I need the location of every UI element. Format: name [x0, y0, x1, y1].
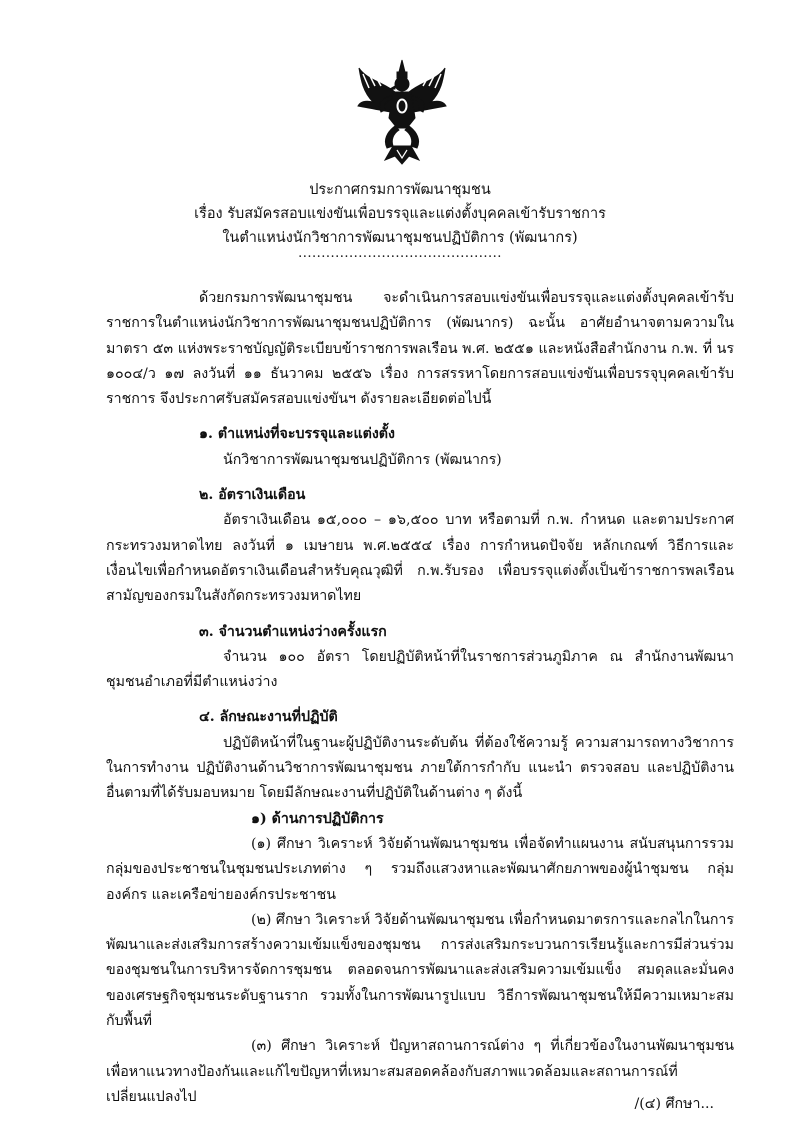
section-4-subtitle: ๑) ด้านการปฏิบัติการ	[251, 810, 384, 827]
list-item: (๑) ศึกษา วิเคราะห์ วิจัยด้านพัฒนาชุมชน เพื่อจัดทำแผนงาน สนับสนุนการรวมกลุ่มของประชาชนในชุมชนประเภทต่าง ๆ รวมถึงแสวงหาและพัฒนาศักยภาพของผู้นำชุมชน กลุ่ม องค์กร และเครือข่ายองค์กรประชาชน	[106, 835, 734, 903]
section-1-body: นักวิชาการพัฒนาชุมชนปฏิบัติการ (พัฒนากร)	[223, 451, 502, 468]
section-4-body: ปฏิบัติหน้าที่ในฐานะผู้ปฏิบัติงานระดับต้น ที่ต้องใช้ความรู้ ความสามารถทางวิชาการในการทำงาน ปฏิบัติงานด้านวิชาการพัฒนาชุมชน ภายใต้การกำกับ แนะนำ ตรวจสอบ และปฏิบัติงานอื่นตามที่ได้รับมอบหมาย โดยมีลักษณะงานที่ปฏิบัติในด้านต่าง ๆ ดังนี้	[106, 734, 734, 802]
list-item: (๒) ศึกษา วิเคราะห์ วิจัยด้านพัฒนาชุมชน เพื่อกำหนดมาตรการและกลไกในการพัฒนาและส่งเสริมการสร้างความเข้มแข็งของชุมชน การส่งเสริมกระบวนการเรียนรู้และการมีส่วนร่วมของชุมชนในการบริหารจัดการชุมชน ตลอดจนการพัฒนาและส่งเสริมความเข้มแข็ง สมดุลและมั่นคงของเศรษฐกิจชุมชนระดับฐานราก รวมทั้งในการพัฒนารูปแบบ วิธีการพัฒนาชุมชนให้มีความเหมาะสมกับพื้นที่	[106, 911, 734, 1030]
header-position: ในตำแหน่งนักวิชาการพัฒนาชุมชนปฏิบัติการ (พัฒนากร)	[222, 230, 578, 246]
section-3-body: จำนวน ๑๐๐ อัตรา โดยปฏิบัติหน้าที่ในราชการส่วนภูมิภาค ณ สำนักงานพัฒนาชุมชนอำเภอที่มีตำแหน่งว่าง	[106, 648, 734, 691]
section-2-title: ๒. อัตราเงินเดือน	[199, 487, 306, 504]
announcement-header	[0, 178, 800, 250]
list-item: (๓) ศึกษา วิเคราะห์ ปัญหาสถานการณ์ต่าง ๆ ที่เกี่ยวข้องในงานพัฒนาชุมชน เพื่อหาแนวทางป้องกันและแก้ไขปัญหาที่เหมาะสมสอดคล้องกับสภาพแวดล้อมและสถานการณ์ที่เปลี่ยนแปลงไป	[106, 1038, 734, 1105]
header-divider: ............................................	[298, 246, 502, 261]
page-continuation: /(๔) ศึกษา...	[634, 1096, 714, 1112]
intro-paragraph: ด้วยกรมการพัฒนาชุมชน จะดำเนินการสอบแข่งขันเพื่อบรรจุและแต่งตั้งบุคคลเข้ารับราชการในตำแหน่งนักวิชาการพัฒนาชุมชนปฏิบัติการ (พัฒนากร) ฉะนั้น อาศัยอำนาจตามความในมาตรา ๕๓ แห่งพระราชบัญญัติระเบียบข้าราชการพลเรือน พ.ศ. ๒๕๕๑ และหนังสือสำนักงาน ก.พ. ที่ นร ๑๐๐๔/ว ๑๗ ลงวันที่ ๑๑ ธันวาคม ๒๕๕๖ เรื่อง การสรรหาโดยการสอบแข่งขันเพื่อบรรจุบุคคลเข้ารับราชการ จึงประกาศรับสมัครสอบแข่งขันฯ ดังรายละเอียดต่อไปนี้	[106, 290, 734, 408]
section-4-title: ๔. ลักษณะงานที่ปฏิบัติ	[199, 709, 338, 726]
section-3-title: ๓. จำนวนตำแหน่งว่างครั้งแรก	[199, 623, 387, 640]
header-subject: เรื่อง รับสมัครสอบแข่งขันเพื่อบรรจุและแต่งตั้งบุคคลเข้ารับราชการ	[194, 206, 606, 222]
document-body	[106, 286, 734, 1110]
garuda-emblem-icon	[355, 58, 449, 166]
header-title: ประกาศกรมการพัฒนาชุมชน	[309, 182, 491, 198]
section-2-body: อัตราเงินเดือน ๑๕,๐๐๐ – ๑๖,๕๐๐ บาท หรือตามที่ ก.พ. กำหนด และตามประกาศกระทรวงมหาดไทย ลงวันที่ ๑ เมษายน พ.ศ.๒๕๕๔ เรื่อง การกำหนดปัจจัย หลักเกณฑ์ วิธีการและเงื่อนไขเพื่อกำหนดอัตราเงินเดือนสำหรับคุณวุฒิที่ ก.พ.รับรอง เพื่อบรรจุแต่งตั้งเป็นข้าราชการพลเรือนสามัญของกรมในสังกัดกระทรวงมหาดไทย	[106, 512, 734, 605]
section-1-title: ๑. ตำแหน่งที่จะบรรจุและแต่งตั้ง	[199, 426, 395, 443]
